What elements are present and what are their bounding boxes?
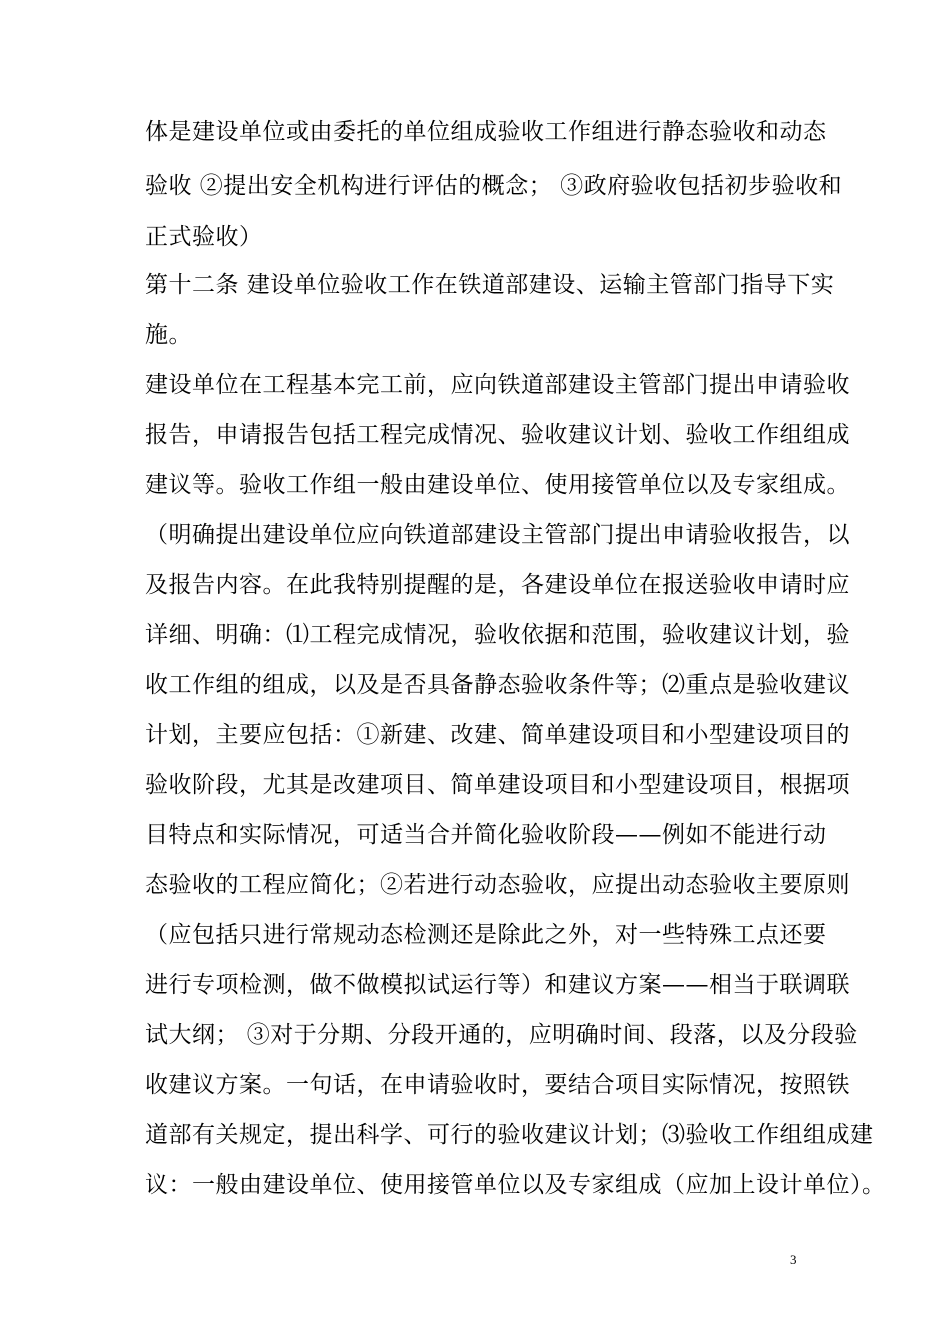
text-line: 详细、明确：⑴工程完成情况，验收依据和范围，验收建议计划，验 — [145, 622, 850, 648]
text-line: 第十二条 建设单位验收工作在铁道部建设、运输主管部门指导下实 — [145, 272, 835, 298]
text-line: 施。 — [145, 322, 192, 348]
text-line: 及报告内容。在此我特别提醒的是，各建设单位在报送验收申请时应 — [145, 572, 850, 598]
text-line: 体是建设单位或由委托的单位组成验收工作组进行静态验收和动态 — [145, 119, 827, 145]
text-line: 试大纲； ③对于分期、分段开通的，应明确时间、段落，以及分段验 — [145, 1022, 858, 1048]
text-line: 收工作组的组成，以及是否具备静态验收条件等；⑵重点是验收建议 — [145, 672, 850, 698]
text-line: 议：一般由建设单位、使用接管单位以及专家组成（应加上设计单位）。 — [145, 1172, 886, 1198]
text-line: 目特点和实际情况，可适当合并简化验收阶段——例如不能进行动 — [145, 822, 827, 848]
text-line: 进行专项检测，做不做模拟试运行等）和建议方案——相当于联调联 — [145, 972, 850, 998]
text-line: 收建议方案。一句话，在申请验收时，要结合项目实际情况，按照铁 — [145, 1072, 850, 1098]
text-line: 建设单位在工程基本完工前，应向铁道部建设主管部门提出申请验收 — [145, 372, 850, 398]
text-line: 建议等。验收工作组一般由建设单位、使用接管单位以及专家组成。 — [145, 472, 850, 498]
text-line: 验收 ②提出安全机构进行评估的概念； ③政府验收包括初步验收和 — [145, 173, 843, 199]
page-number: 3 — [790, 1252, 797, 1267]
text-line: 态验收的工程应简化；②若进行动态验收，应提出动态验收主要原则 — [145, 872, 850, 898]
text-line: 道部有关规定，提出科学、可行的验收建议计划；⑶验收工作组组成建 — [145, 1122, 874, 1148]
text-line: 验收阶段，尤其是改建项目、简单建设项目和小型建设项目，根据项 — [145, 772, 850, 798]
text-line: （应包括只进行常规动态检测还是除此之外，对一些特殊工点还要 — [145, 922, 827, 948]
text-line: 正式验收） — [145, 224, 263, 250]
text-line: 计划，主要应包括：①新建、改建、简单建设项目和小型建设项目的 — [145, 722, 850, 748]
text-line: 报告，申请报告包括工程完成情况、验收建议计划、验收工作组组成 — [145, 422, 850, 448]
text-line: （明确提出建设单位应向铁道部建设主管部门提出申请验收报告，以 — [145, 522, 850, 548]
